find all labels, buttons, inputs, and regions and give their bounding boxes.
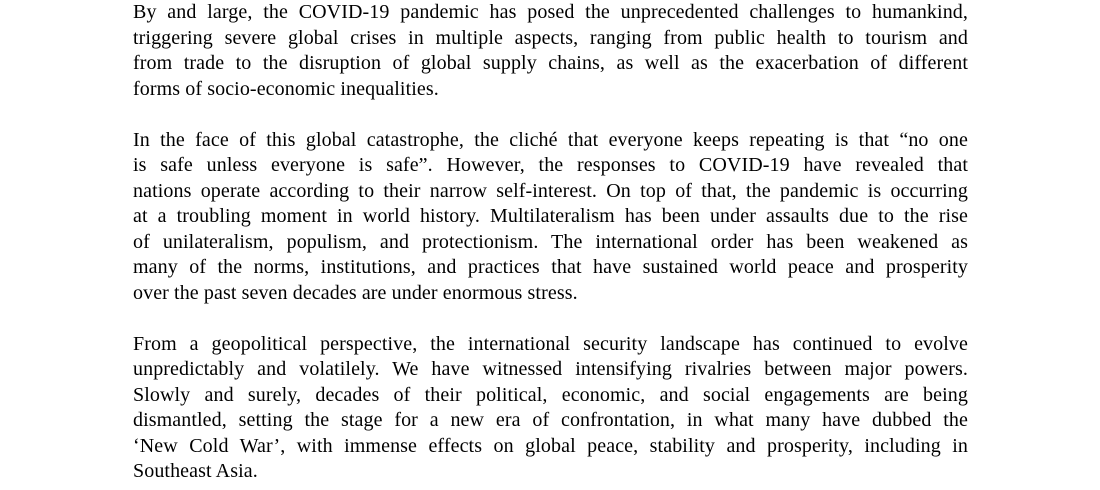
text-line: of unilateralism, populism, and protectionism. The international order has been weakened as	[133, 230, 968, 253]
text-line: triggering severe global crises in multiple aspects, ranging from public health to tourism and	[133, 26, 968, 49]
text-line: In the face of this global catastrophe, the cliché that everyone keeps repeating is that “no one	[133, 128, 968, 151]
text-line: Southeast Asia.	[133, 460, 258, 482]
text-line: Slowly and surely, decades of their political, economic, and social engagements are being	[133, 383, 968, 406]
document-body	[133, 0, 968, 485]
text-line: at a troubling moment in world history. Multilateralism has been under assaults due to the rise	[133, 205, 968, 227]
paragraph	[133, 332, 968, 485]
text-line: dismantled, setting the stage for a new era of confrontation, in what many have dubbed the	[133, 409, 968, 431]
text-line: unpredictably and volatilely. We have witnessed intensifying rivalries between major powers.	[133, 358, 968, 380]
text-line: forms of socio-economic inequalities.	[133, 77, 439, 100]
text-line: many of the norms, institutions, and practices that have sustained world peace and prosperity	[133, 256, 968, 278]
text-line: From a geopolitical perspective, the international security landscape has continued to evolve	[133, 332, 968, 355]
text-line: from trade to the disruption of global supply chains, as well as the exacerbation of different	[133, 52, 968, 74]
text-line: By and large, the COVID-19 pandemic has posed the unprecedented challenges to humankind,	[133, 1, 968, 23]
paragraph	[133, 128, 968, 307]
text-line: is safe unless everyone is safe”. However, the responses to COVID-19 have revealed that	[133, 154, 968, 176]
paragraph	[133, 0, 968, 102]
text-line: nations operate according to their narrow self-interest. On top of that, the pandemic is occurring	[133, 179, 968, 202]
text-line: over the past seven decades are under enormous stress.	[133, 281, 578, 304]
text-line: ‘New Cold War’, with immense effects on global peace, stability and prosperity, including in	[133, 434, 968, 457]
